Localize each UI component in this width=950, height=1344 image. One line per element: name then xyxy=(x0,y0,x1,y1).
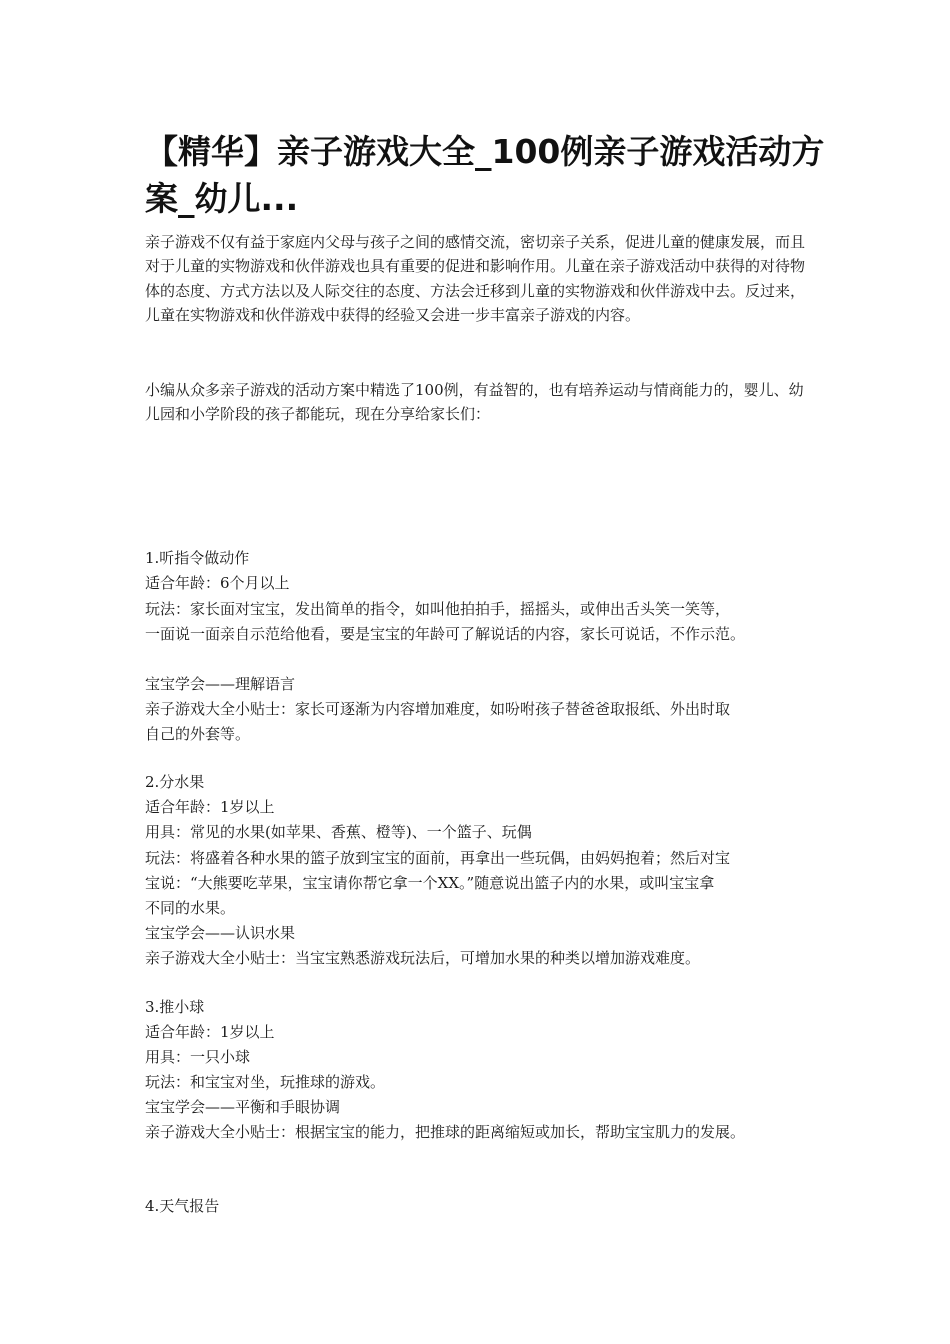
game-2-play-line-3: 不同的水果。 xyxy=(145,899,236,917)
intro-paragraph-1: 亲子游戏不仅有益于家庭内父母与孩子之间的感情交流，密切亲子关系，促进儿童的健康发展，而且对于儿童的实物游戏和伙伴游戏也具有重要的促进和影响作用。儿童在亲子游戏活动中获得的对待物体的态度、方式方法以及人际交往的态度、方法会迁移到儿童的实物游戏和伙伴游戏中去。反过来，儿童在实物游戏和伙伴游戏中获得的经验又会进一步丰富亲子游戏的内容。 xyxy=(145,233,806,325)
intro-paragraph-2: 小编从众多亲子游戏的活动方案中精选了100例，有益智的，也有培养运动与情商能力的，婴儿、幼儿园和小学阶段的孩子都能玩，现在分享给家长们： xyxy=(145,381,804,424)
game-2-learn: 宝宝学会——认识水果 xyxy=(145,924,296,942)
document-title: 【精华】亲子游戏大全_100例亲子游戏活动方案_幼儿... xyxy=(145,132,825,218)
game-4-heading: 4.天气报告 xyxy=(145,1197,220,1215)
game-1-heading: 1.听指令做动作 xyxy=(145,549,250,567)
game-3-tools: 用具：一只小球 xyxy=(145,1048,251,1066)
game-1-play-line-1: 玩法：家长面对宝宝，发出简单的指令，如叫他拍拍手，摇摇头，或伸出舌头笑一笑等， xyxy=(145,600,731,618)
game-2-heading: 2.分水果 xyxy=(145,773,205,791)
game-3-heading: 3.推小球 xyxy=(145,998,205,1016)
game-1-learn: 宝宝学会——理解语言 xyxy=(145,675,296,693)
game-3-play: 玩法：和宝宝对坐，玩推球的游戏。 xyxy=(145,1073,386,1091)
game-2-play-line-2: 宝说：“大熊要吃苹果，宝宝请你帮它拿一个XX。”随意说出篮子内的水果，或叫宝宝拿 xyxy=(145,874,715,892)
game-1-tip-line-2: 自己的外套等。 xyxy=(145,725,251,743)
game-2-tip: 亲子游戏大全小贴士：当宝宝熟悉游戏玩法后，可增加水果的种类以增加游戏难度。 xyxy=(145,949,701,967)
game-3-age: 适合年龄：1岁以上 xyxy=(145,1023,275,1041)
game-1-tip-line-1: 亲子游戏大全小贴士：家长可逐渐为内容增加难度，如吩咐孩子替爸爸取报纸、外出时取 xyxy=(145,700,731,718)
game-2-tools: 用具：常见的水果(如苹果、香蕉、橙等)、一个篮子、玩偶 xyxy=(145,823,532,841)
game-3-learn: 宝宝学会——平衡和手眼协调 xyxy=(145,1098,341,1116)
game-2-play-line-1: 玩法：将盛着各种水果的篮子放到宝宝的面前，再拿出一些玩偶，由妈妈抱着；然后对宝 xyxy=(145,849,731,867)
game-1-age: 适合年龄：6个月以上 xyxy=(145,574,290,592)
game-2-age: 适合年龄：1岁以上 xyxy=(145,798,275,816)
game-3-tip: 亲子游戏大全小贴士：根据宝宝的能力，把推球的距离缩短或加长，帮助宝宝肌力的发展。 xyxy=(145,1123,746,1141)
game-1-play-line-2: 一面说一面亲自示范给他看，要是宝宝的年龄可了解说话的内容，家长可说话，不作示范。 xyxy=(145,625,746,643)
